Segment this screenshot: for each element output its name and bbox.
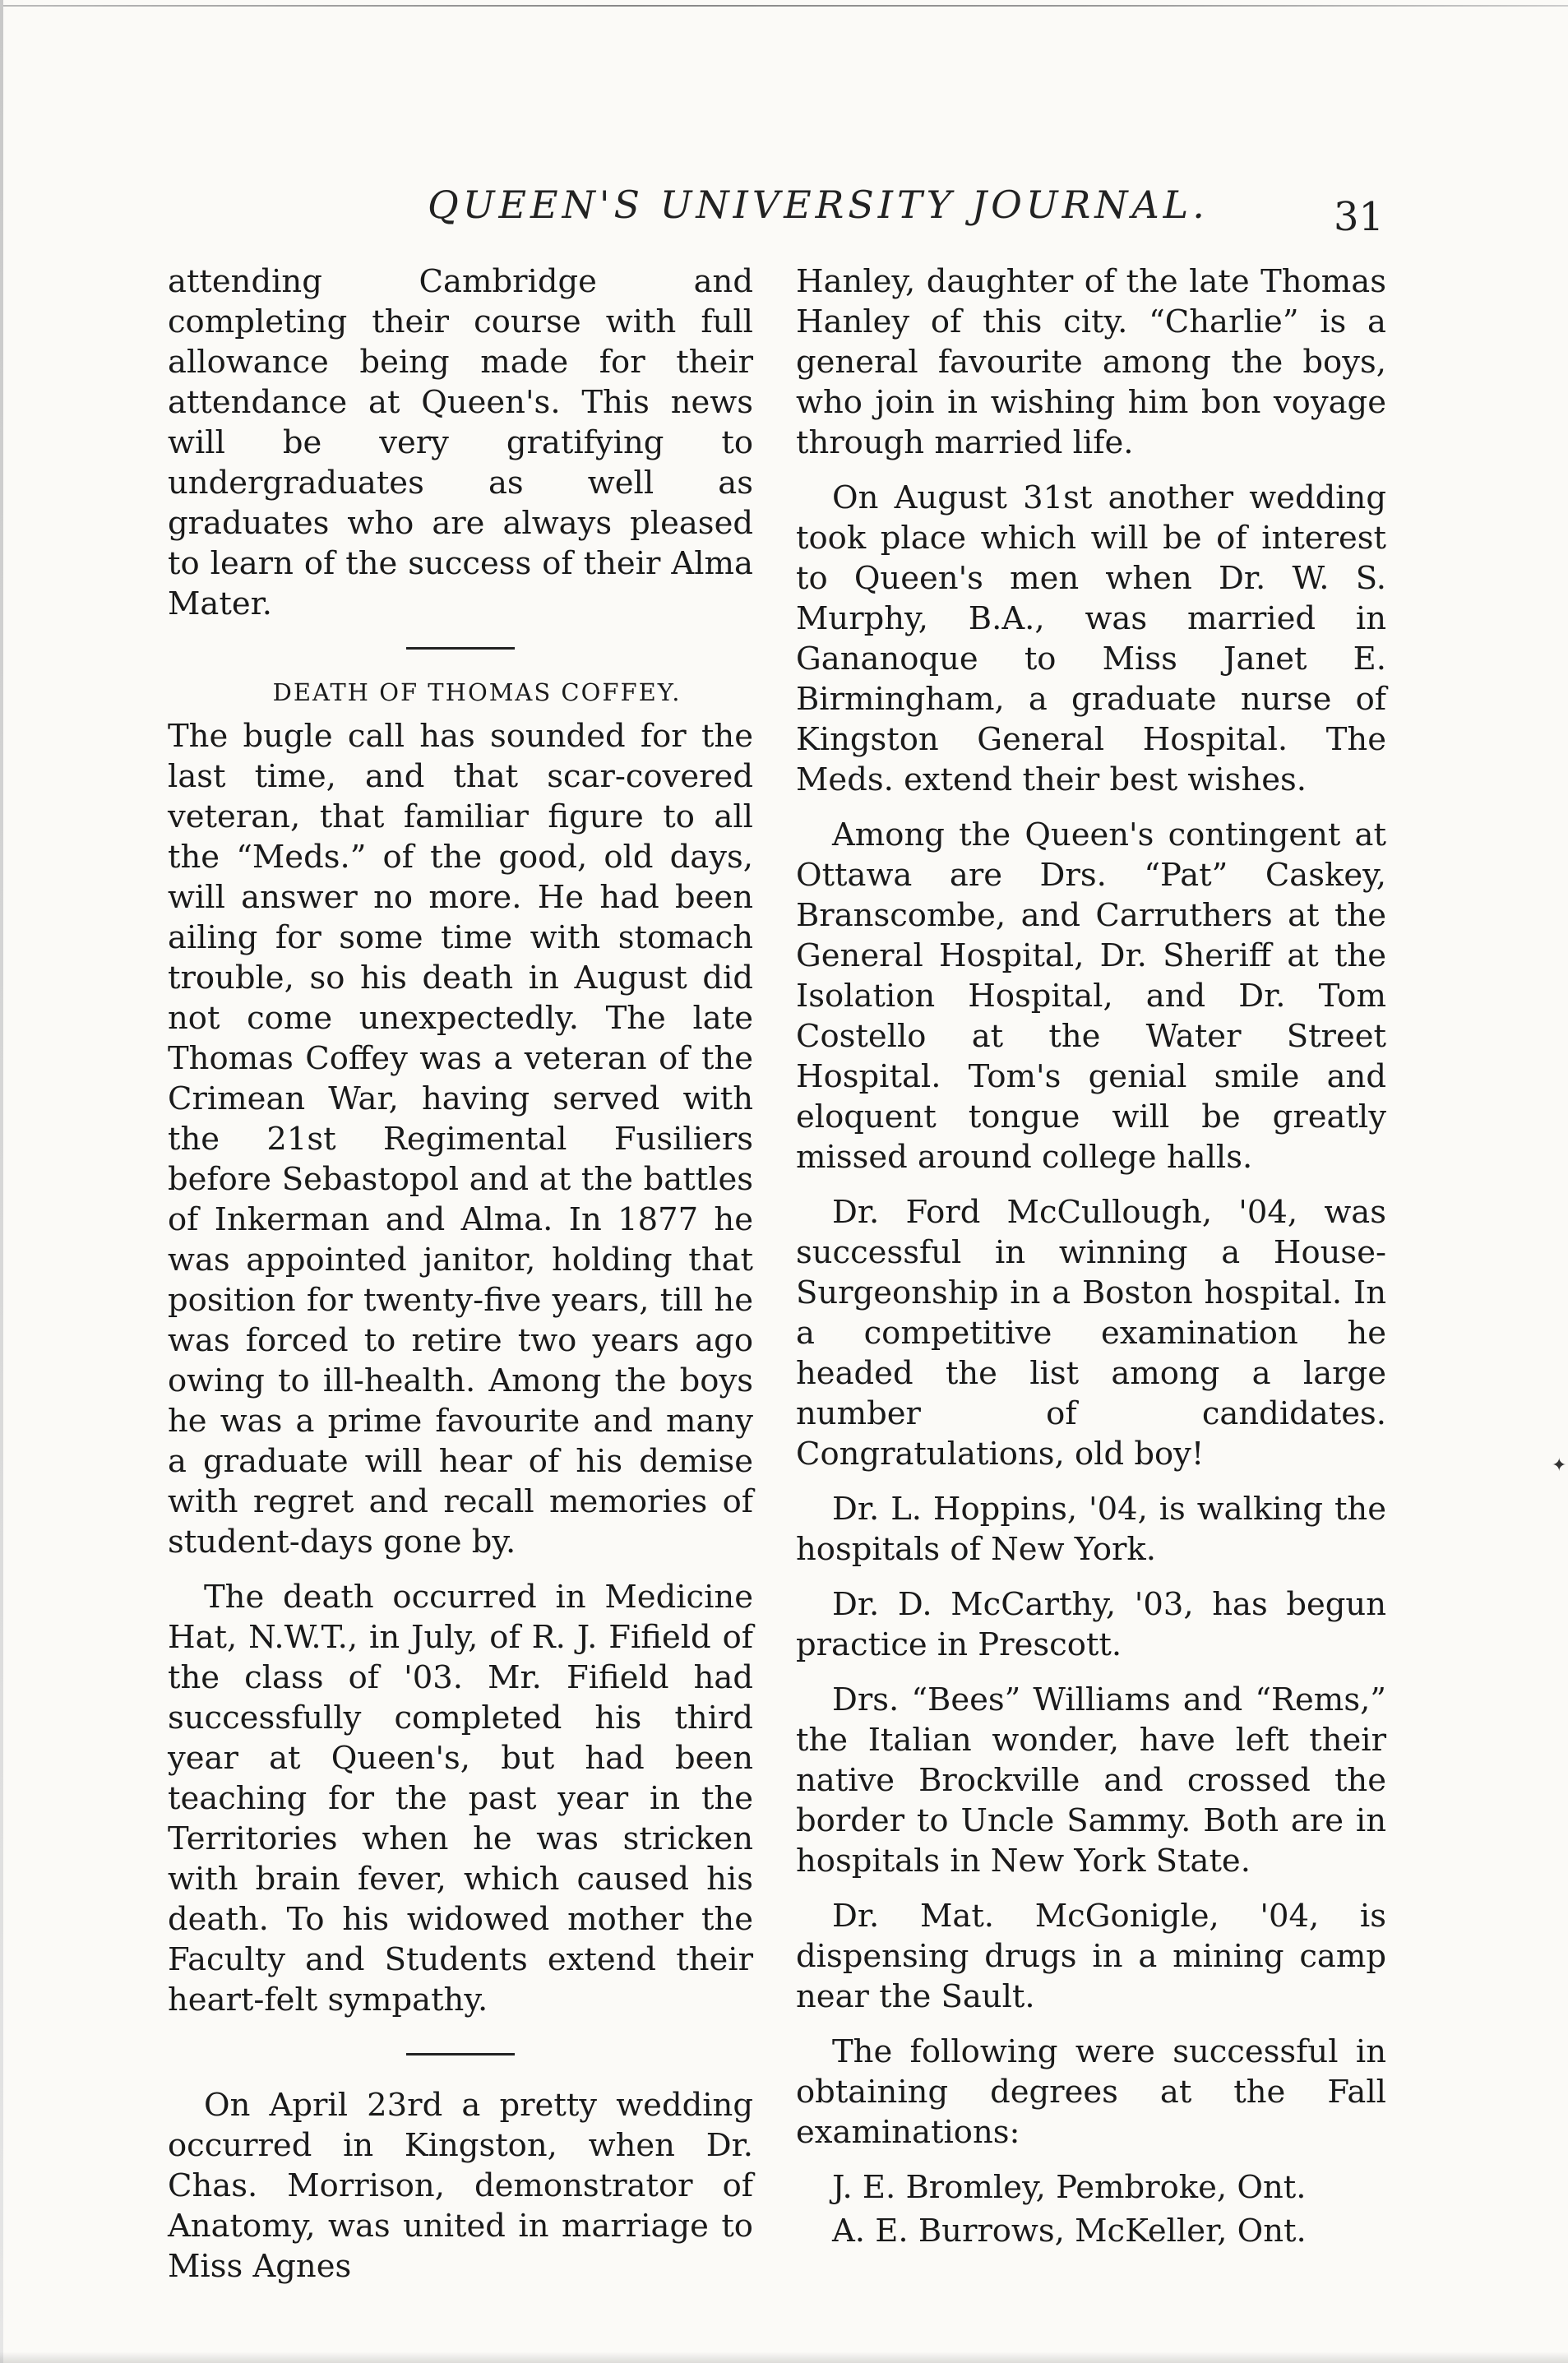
margin-mark-icon: ✦ xyxy=(1552,1455,1567,1476)
paragraph: Dr. Mat. McGonigle, '04, is dispensing drugs in a mining camp near the Sault. xyxy=(796,1898,1386,2015)
section-heading: DEATH OF THOMAS COFFEY. xyxy=(272,678,682,706)
page-number: 31 xyxy=(1334,194,1385,240)
left-column xyxy=(168,261,753,2301)
section-divider xyxy=(406,647,515,650)
paragraph: The following were successful in obtaining degrees at the Fall examinations: xyxy=(796,2033,1386,2151)
paragraph: attending Cambridge and completing their course with full allowance being made for their attendance at Queen's. This news will be very gratifying to undergraduates as well as graduates who are always pleased to learn of the success of their Alma Mater. xyxy=(168,263,753,622)
paragraph: Hanley, daughter of the late Thomas Hanley of this city. “Charlie” is a general favourite among the boys, who join in wishing him bon voyage through married life. xyxy=(796,263,1386,461)
scan-bottom-shadow xyxy=(0,2351,1568,2363)
paragraph: The death occurred in Medicine Hat, N.W.T., in July, of R. J. Fifield of the class of '03. Mr. Fifield had successfully completed his third year at Queen's, but had been teaching for the past year in the Territories when he was stricken with brain fever, which caused his death. To his widowed mother the Faculty and Students extend their heart-felt sympathy. xyxy=(168,1579,753,2018)
top-edge-rule xyxy=(0,5,1568,7)
paragraph: Among the Queen's contingent at Ottawa are Drs. “Pat” Caskey, Branscombe, and Carruthers at the General Hospital, Dr. Sheriff at the Isolation Hospital, and Dr. Tom Costello at the Water Street Hospital. Tom's genial smile and eloquent tongue will be greatly missed around college halls. xyxy=(796,816,1386,1176)
paragraph: The bugle call has sounded for the last time, and that scar-covered veteran, that familiar figure to all the “Meds.” of the good, old days, will answer no more. He had been ailing for some time with stomach trouble, so his death in August did not come unexpectedly. The late Thomas Coffey was a veteran of the Crimean War, having served with the 21st Regimental Fusiliers before Sebastopol and at the battles of Inkerman and Alma. In 1877 he was appointed janitor, holding that position for twenty-five years, till he was forced to retire two years ago owing to ill-health. Among the boys he was a prime favourite and many a graduate will hear of his demise with regret and recall memories of student-days gone by. xyxy=(168,718,753,1561)
section-divider xyxy=(406,2053,515,2055)
scan-left-edge xyxy=(0,0,3,2363)
paragraph: Dr. L. Hoppins, '04, is walking the hospitals of New York. xyxy=(796,1491,1386,1568)
running-header: QUEEN'S UNIVERSITY JOURNAL. xyxy=(428,183,1209,227)
paragraph: Dr. Ford McCullough, '04, was successful in winning a House-Surgeonship in a Boston hospital. In a competitive examination he headed the list among a large number of candidates. Congratulations, old boy! xyxy=(796,1194,1386,1473)
paragraph: Drs. “Bees” Williams and “Rems,” the Italian wonder, have left their native Brockville and crossed the border to Uncle Sammy. Both are in hospitals in New York State. xyxy=(796,1681,1386,1880)
graduate-list-item: J. E. Bromley, Pembroke, Ont. xyxy=(832,2169,1307,2206)
right-column xyxy=(796,261,1386,2254)
paragraph: On August 31st another wedding took place which will be of interest to Queen's men when Dr. W. S. Murphy, B.A., was married in Gananoque to Miss Janet E. Birmingham, a graduate nurse of Kingston General Hospital. The Meds. extend their best wishes. xyxy=(796,479,1386,798)
paragraph: Dr. D. McCarthy, '03, has begun practice in Prescott. xyxy=(796,1586,1386,1663)
graduate-list-item: A. E. Burrows, McKeller, Ont. xyxy=(832,2213,1307,2250)
paragraph: On April 23rd a pretty wedding occurred in Kingston, when Dr. Chas. Morrison, demonstrator of Anatomy, was united in marriage to Miss Agnes xyxy=(168,2087,753,2285)
